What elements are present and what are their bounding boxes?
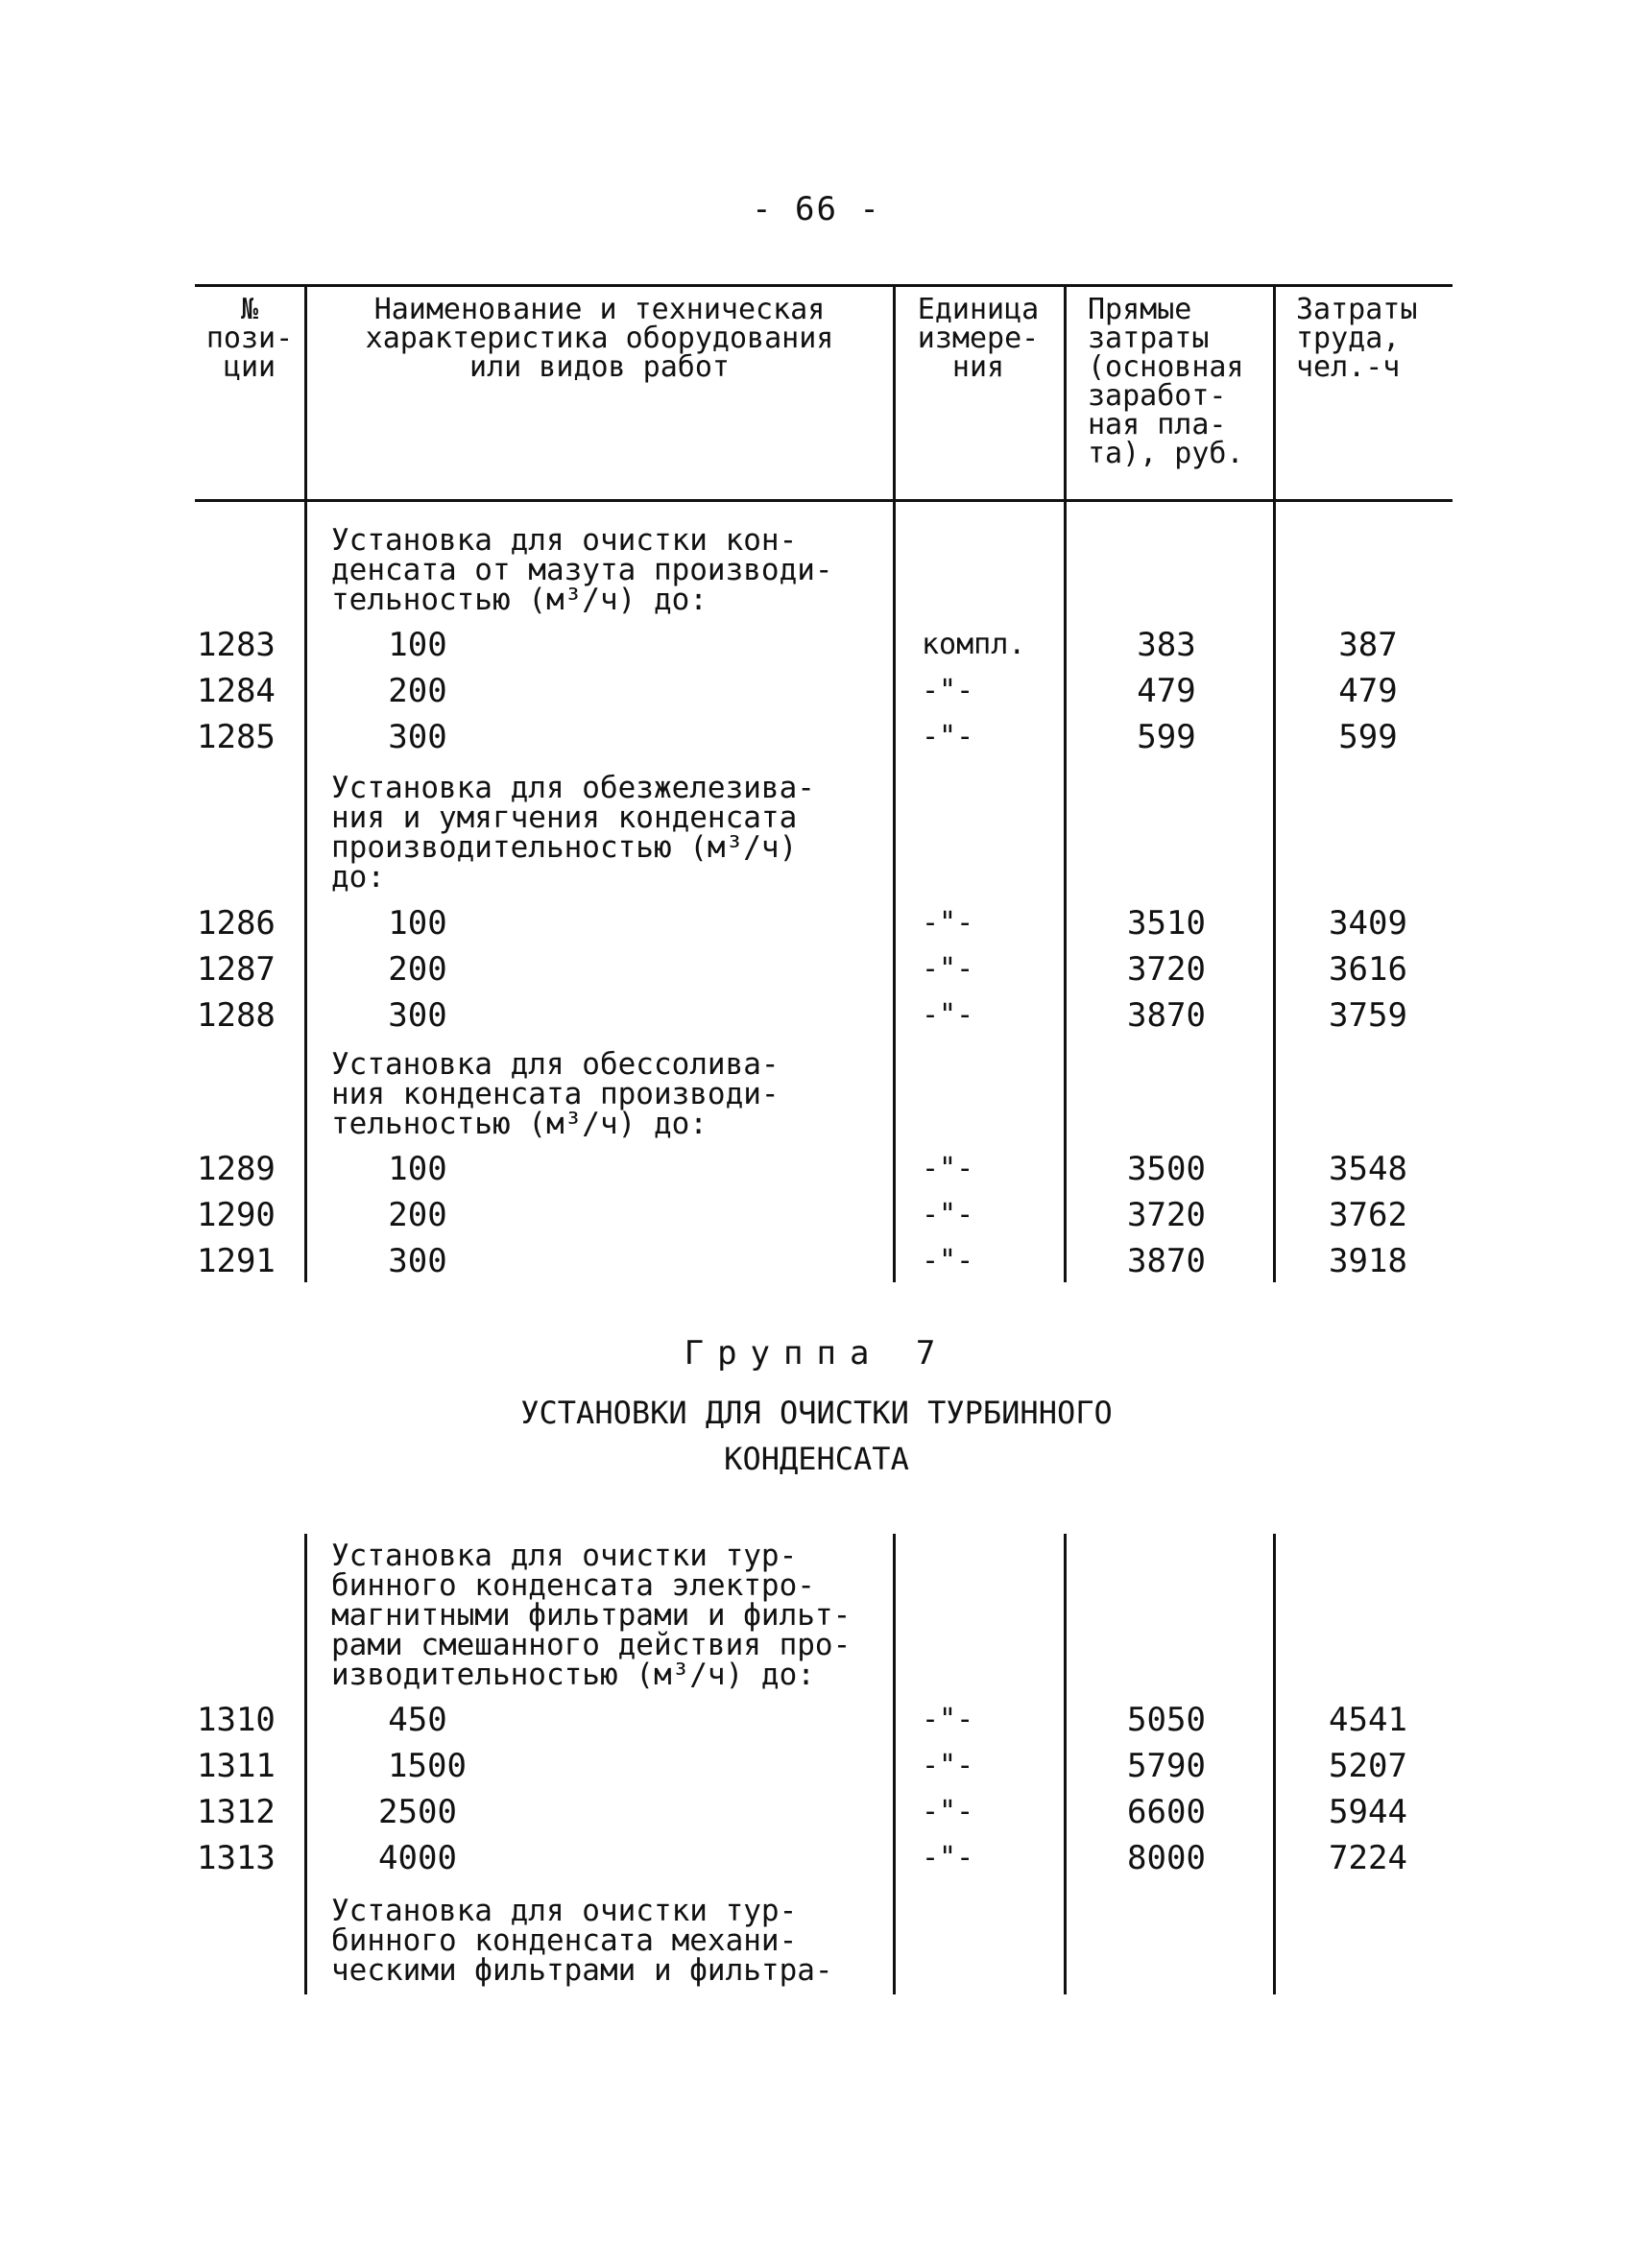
unit-value: -"- [922, 1795, 974, 1828]
header-cost: Прямые затраты (основная заработ- ная пла- та), руб. [1088, 293, 1244, 470]
capacity-value: 450 [388, 1701, 447, 1739]
unit-value: компл. [922, 628, 1026, 661]
labor-value: 3762 [1329, 1196, 1407, 1234]
item-description: Установка для очистки тур- бинного конденсата механи- ческими фильтрами и фильтра- [331, 1894, 833, 1988]
cost-value: 3870 [1127, 1242, 1206, 1280]
unit-value: -"- [922, 952, 974, 986]
unit-value: -"- [922, 1841, 974, 1874]
labor-value: 3548 [1329, 1150, 1407, 1188]
capacity-value: 200 [388, 950, 447, 989]
group-subtitle [0, 1390, 1633, 1482]
position-number: 1311 [197, 1747, 276, 1785]
table-row [0, 716, 1633, 758]
capacity-value: 200 [388, 1196, 447, 1234]
table-row [0, 1837, 1633, 1879]
position-number: 1288 [197, 996, 276, 1035]
header-position: № пози- ции [205, 293, 294, 384]
item-description: Установка для очистки тур- бинного конденсата электро- магнитными фильтрами и фильт- рами смешанного действия про- изводительностью (м³/ч) до: [331, 1539, 852, 1692]
position-number: 1313 [197, 1839, 276, 1877]
cost-value: 479 [1137, 672, 1196, 710]
labor-value: 5944 [1329, 1793, 1407, 1831]
position-number: 1310 [197, 1701, 276, 1739]
labor-value: 387 [1338, 626, 1398, 664]
header-name: Наименование и техническая характеристика оборудования или видов работ [365, 293, 834, 384]
position-number: 1285 [197, 718, 276, 756]
cost-value: 5790 [1127, 1747, 1206, 1785]
table-row [0, 1240, 1633, 1282]
capacity-value: 300 [388, 996, 447, 1035]
group-subtitle-line: УСТАНОВКИ ДЛЯ ОЧИСТКИ ТУРБИННОГО [520, 1395, 1113, 1431]
table-row [0, 1745, 1633, 1787]
cost-value: 8000 [1127, 1839, 1206, 1877]
table-row [0, 670, 1633, 712]
column-divider [304, 284, 307, 1282]
capacity-value: 300 [388, 1242, 447, 1280]
table-top-rule [195, 284, 1453, 287]
table-row [0, 1791, 1633, 1833]
capacity-value: 4000 [378, 1839, 457, 1877]
capacity-value: 100 [388, 904, 447, 943]
cost-value: 3500 [1127, 1150, 1206, 1188]
position-number: 1284 [197, 672, 276, 710]
labor-value: 3616 [1329, 950, 1407, 989]
unit-value: -"- [922, 906, 974, 940]
table-row [0, 624, 1633, 666]
page-number: - 66 - [752, 190, 881, 228]
header-unit: Единица измере- ния [917, 293, 1040, 384]
cost-value: 3870 [1127, 996, 1206, 1035]
position-number: 1291 [197, 1242, 276, 1280]
labor-value: 3918 [1329, 1242, 1407, 1280]
cost-value: 383 [1137, 626, 1196, 664]
column-divider [1064, 284, 1067, 1282]
cost-value: 3720 [1127, 950, 1206, 989]
capacity-value: 300 [388, 718, 447, 756]
unit-value: -"- [922, 720, 974, 753]
capacity-value: 100 [388, 626, 447, 664]
capacity-value: 200 [388, 672, 447, 710]
table-row [0, 1148, 1633, 1190]
unit-value: -"- [922, 998, 974, 1032]
capacity-value: 1500 [388, 1747, 467, 1785]
position-number: 1286 [197, 904, 276, 943]
column-divider [893, 284, 896, 1282]
item-description: Установка для обезжелезива- ния и умягчения конденсата производительностью (м³/ч) до: [331, 771, 815, 895]
labor-value: 599 [1338, 718, 1398, 756]
labor-value: 4541 [1329, 1701, 1407, 1739]
item-description: Установка для очистки кон- денсата от мазута производи- тельностью (м³/ч) до: [331, 523, 833, 617]
table-row [0, 1699, 1633, 1741]
unit-value: -"- [922, 1198, 974, 1231]
labor-value: 3409 [1329, 904, 1407, 943]
capacity-value: 2500 [378, 1793, 457, 1831]
capacity-value: 100 [388, 1150, 447, 1188]
labor-value: 3759 [1329, 996, 1407, 1035]
group-title: Группа 7 [684, 1334, 949, 1373]
unit-value: -"- [922, 1703, 974, 1736]
labor-value: 5207 [1329, 1747, 1407, 1785]
item-description: Установка для обессолива- ния конденсата производи- тельностью (м³/ч) до: [331, 1047, 780, 1141]
position-number: 1312 [197, 1793, 276, 1831]
position-number: 1287 [197, 950, 276, 989]
unit-value: -"- [922, 1152, 974, 1185]
cost-value: 5050 [1127, 1701, 1206, 1739]
labor-value: 479 [1338, 672, 1398, 710]
unit-value: -"- [922, 1244, 974, 1277]
column-divider [1273, 284, 1276, 1282]
table-row [0, 948, 1633, 991]
unit-value: -"- [922, 1749, 974, 1782]
position-number: 1290 [197, 1196, 276, 1234]
position-number: 1289 [197, 1150, 276, 1188]
table-row [0, 1194, 1633, 1236]
labor-value: 7224 [1329, 1839, 1407, 1877]
cost-value: 6600 [1127, 1793, 1206, 1831]
cost-value: 3720 [1127, 1196, 1206, 1234]
unit-value: -"- [922, 674, 974, 707]
position-number: 1283 [197, 626, 276, 664]
cost-value: 3510 [1127, 904, 1206, 943]
cost-value: 599 [1137, 718, 1196, 756]
header-labor: Затраты труда, чел.-ч [1296, 293, 1418, 384]
table-header-rule [195, 499, 1453, 502]
group-subtitle-line: КОНДЕНСАТА [724, 1441, 909, 1477]
table-row [0, 902, 1633, 944]
table-row [0, 994, 1633, 1037]
